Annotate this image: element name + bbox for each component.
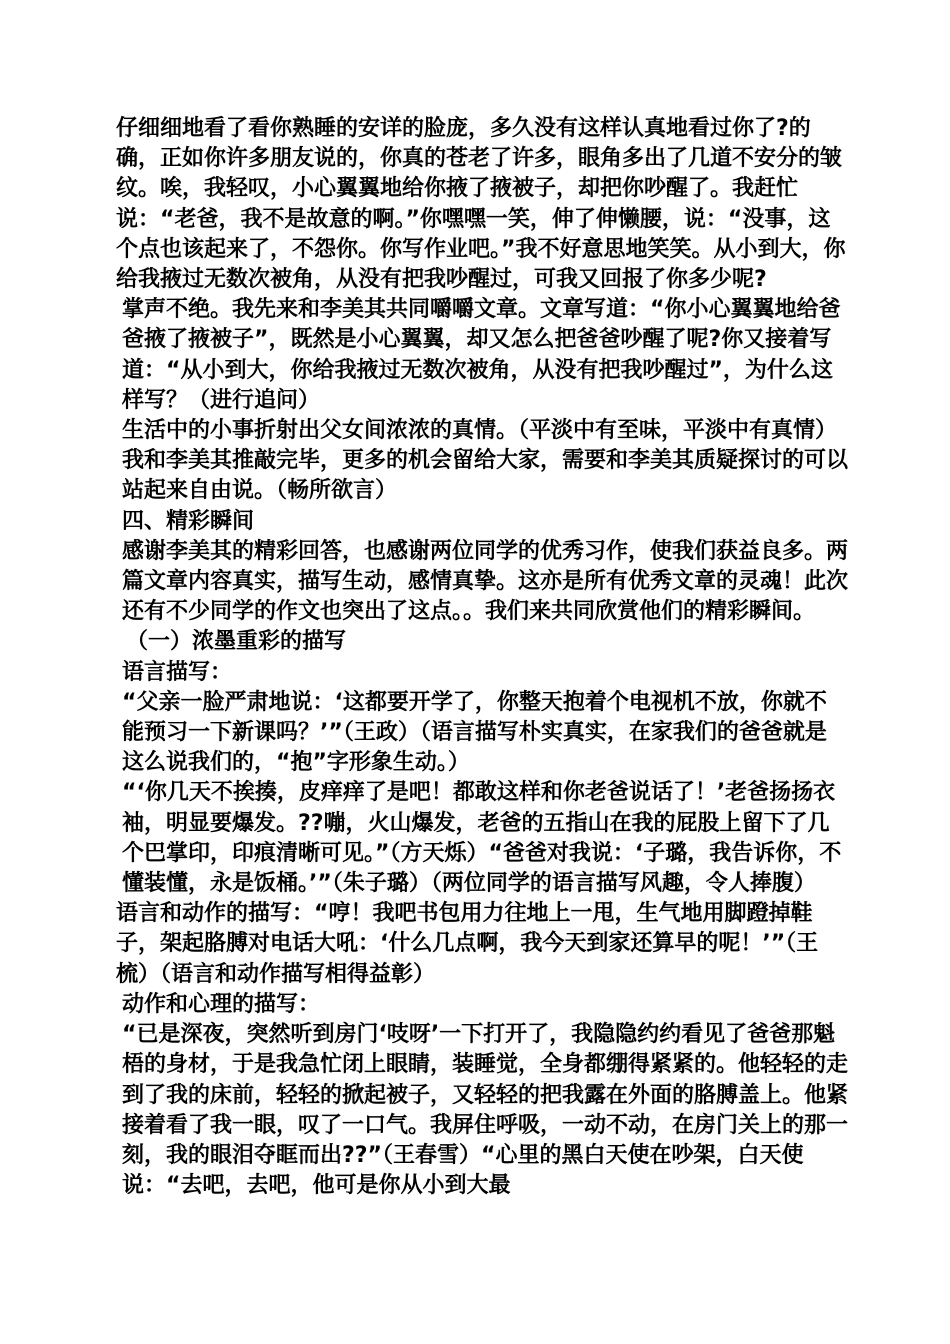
quote-fang-tianshuo: “‘你几天不挨揍，皮痒痒了是吧！都敢这样和你老爸说话了！’老爸扬扬衣袖，明显要爆发。??嘣，火山爆发，老爸的五指山在我的屁股上留下了几个巴掌印，印痕清晰可见。”（方天烁）“爸爸对我说：‘子璐，我告诉你，不懂装懂，永是饭桶。’”（朱子璐）（两位同学的语言描写风趣，令人捧腹） (122, 780, 842, 897)
quote-wang-chunxue: “已是深夜，突然听到房门‘吱呀’一下打开了，我隐隐约约看见了爸爸那魁梧的身材，于是我急忙闭上眼睛，装睡觉，全身都绷得紧紧的。他轻轻的走到了我的床前，轻轻的掀起被子，又轻轻的把我露在外面的胳膊盖上。他紧接着看了我一眼，叹了一口气。我屏住呼吸，一动不动，在房门关上的那一刻，我的眼泪夺眶而出??”（王春雪）“心里的黑白天使在吵架，白天使说：“去吧，去吧，他可是你从小到大最 (122, 1022, 849, 1199)
document-body (116, 114, 848, 1201)
label-language-description: 语言描写： (122, 659, 233, 685)
section-heading: 四、精彩瞬间 (122, 508, 255, 534)
paragraph-1: 仔细细地看了看你熟睡的安详的脸庞，多久没有这样认真地看过你了?的确，正如你许多朋友说的，你真的苍老了许多，眼角多出了几道不安分的皱纹。唉，我轻叹，小心翼翼地给你掖了掖被子，却把你吵醒了。我赶忙说：“老爸，我不是故意的啊。”你嘿嘿一笑，伸了伸懒腰，说：“没事，这个点也该起来了，不怨你。你写作业吧。”我不好意思地笑笑。从小到大，你给我掖过无数次被角，从没有把我吵醒过，可我又回报了你多少呢? (116, 116, 846, 293)
quote-wang-shu: 语言和动作的描写：“哼！我吧书包用力往地上一甩，生气地用脚蹬掉鞋子，架起胳膊对电话大吼：‘什么几点啊，我今天到家还算早的呢！’”（王梳）（语言和动作描写相得益彰） (116, 901, 819, 987)
paragraph-2: 掌声不绝。我先来和李美其共同嚼嚼文章。文章写道：“你小心翼翼地给爸爸掖了掖被子”，既然是小心翼翼，却又怎么把爸爸吵醒了呢?你又接着写道：“从小到大，你给我掖过无数次被角，从没有把我吵醒过”，为什么这样写？（进行追问） (122, 297, 841, 413)
label-action-psychology: 动作和心理的描写： (122, 991, 321, 1017)
quote-wang-zheng: “父亲一脸严肃地说：‘这都要开学了，你整天抱着个电视机不放，你就不能预习一下新课吗？’”（王政）（语言描写朴实真实，在家我们的爸爸就是这么说我们的，“抱”字形象生动。） (122, 689, 827, 776)
paragraph-5: 感谢李美其的精彩回答，也感谢两位同学的优秀习作，使我们获益良多。两篇文章内容真实，描写生动，感情真挚。这亦是所有优秀文章的灵魂！此次还有不少同学的作文也突出了这点。。我们来共同欣赏他们的精彩瞬间。 (122, 538, 849, 625)
subsection-heading: （一）浓墨重彩的描写 (126, 629, 347, 655)
paragraph-4: 我和李美其推敲完毕，更多的机会留给大家，需要和李美其质疑探讨的可以站起来自由说。（畅所欲言） (122, 448, 849, 504)
paragraph-3: 生活中的小事折射出父女间浓浓的真情。（平淡中有至味，平淡中有真情） (122, 418, 838, 444)
